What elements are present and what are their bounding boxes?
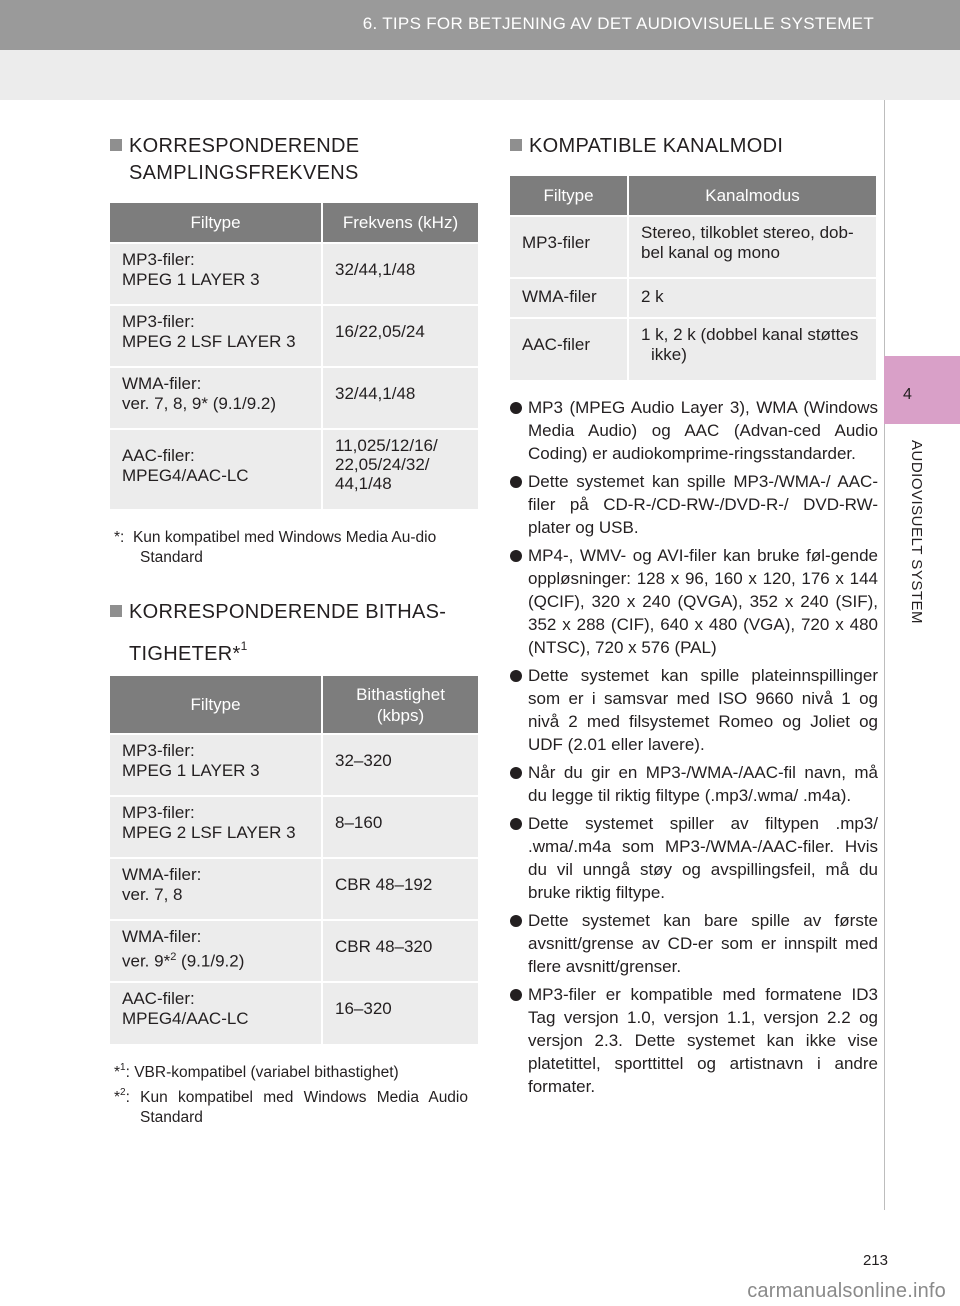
list-item: Når du gir en MP3-/WMA-/AAC-fil navn, må du legge til riktig filtype (.mp3/.wma/ .m4a). [510,761,878,807]
square-bullet-icon [110,139,122,151]
table-row: AAC-filer 1 k, 2 k (dobbel kanal støttes ikke) [510,318,876,380]
header-subband [0,50,960,100]
bullet-dot-icon [510,989,522,1001]
column-header: Bithastighet (kbps) [322,676,478,734]
table-row: WMA-filer: ver. 9*$^2$ (9.1/9.2) CBR 48–320 [110,920,478,982]
sampling-table [110,203,478,509]
square-bullet-icon [110,605,122,617]
list-item: MP3-filer er kompatible med formatene ID3 Tag versjon 1.0, versjon 1.1, versjon 2.2 og versjon 2.3. Dette systemet kan ikke vise platetittel, sporttittel og artistnavn i andre formater. [510,983,878,1098]
square-bullet-icon [510,139,522,151]
sampling-heading: KORRESPONDERENDE SAMPLINGSFREKVENS [110,133,359,187]
table-row: MP3-filer: MPEG 1 LAYER 3 32–320 [110,734,478,796]
chapter-number: 4 [903,386,912,403]
chapter-label: AUDIOVISUELT SYSTEM [908,440,925,624]
bitrate-footnotes: *$^1$: VBR-kompatibel (variabel bithastighet) *$^2$: Kun kompatibel med Windows Media Audio Standard [114,1062,468,1126]
list-item: Dette systemet kan spille MP3-/WMA-/ AAC-filer på CD-R-/CD-RW-/DVD-R-/ DVD-RW-plater og USB. [510,470,878,539]
bullet-dot-icon [510,767,522,779]
column-header: Kanalmodus [628,176,876,216]
channel-table [510,176,876,380]
bullet-dot-icon [510,402,522,414]
bitrate-heading: KORRESPONDERENDE BITHAS- TIGHETER*$^1$ [110,599,480,674]
chapter-tab [884,356,960,424]
header-band [0,0,960,50]
page-number: 213 [862,1252,888,1269]
table-row: WMA-filer 2 k [510,278,876,318]
bullet-dot-icon [510,550,522,562]
list-item: Dette systemet spiller av filtypen .mp3/ .wma/.m4a som MP3-/WMA-/AAC-filer. Hvis du vil unngå støy og avspillingsfeil, må du bruke riktig filtype. [510,812,878,904]
bullet-dot-icon [510,818,522,830]
side-divider [884,100,885,1210]
sampling-footnote: *: Kun kompatibel med Windows Media Au-dio Standard [114,529,437,566]
table-row: AAC-filer: MPEG4/AAC-LC 11,025/12/16/ 22,05/24/32/ 44,1/48 [110,429,478,509]
list-item: Dette systemet kan bare spille av første avsnitt/grense av CD-er som er innspilt med flere avsnitt/grenser. [510,909,878,978]
column-header: Filtype [510,176,628,216]
table-row: WMA-filer: ver. 7, 8 CBR 48–192 [110,858,478,920]
table-row: MP3-filer: MPEG 2 LSF LAYER 3 16/22,05/24 [110,305,478,367]
list-item: MP3 (MPEG Audio Layer 3), WMA (Windows Media Audio) og AAC (Advan-ced Audio Coding) er audiokomprime-ringsstandarder. [510,396,878,465]
table-row: MP3-filer: MPEG 1 LAYER 3 32/44,1/48 [110,243,478,305]
column-header: Frekvens (kHz) [322,203,478,243]
table-row: WMA-filer: ver. 7, 8, 9* (9.1/9.2) 32/44,1/48 [110,367,478,429]
watermark: carmanualsonline.info [747,1280,946,1302]
column-header: Filtype [110,676,322,734]
bullet-dot-icon [510,915,522,927]
table-row: MP3-filer: MPEG 2 LSF LAYER 3 8–160 [110,796,478,858]
table-row: AAC-filer: MPEG4/AAC-LC 16–320 [110,982,478,1044]
list-item: Dette systemet kan spille plateinnspillinger som er i samsvar med ISO 9660 nivå 1 og nivå 2 med filsystemet Romeo og Joliet og UDF (2.01 eller lavere). [510,664,878,756]
column-header: Filtype [110,203,322,243]
bullet-dot-icon [510,476,522,488]
section-title: 6. TIPS FOR BETJENING AV DET AUDIOVISUELLE SYSTEMET [362,14,874,33]
bitrate-table [110,676,478,1044]
channel-heading: KOMPATIBLE KANALMODI [510,133,783,160]
info-bullet-list [510,396,878,1103]
table-row: MP3-filer Stereo, tilkoblet stereo, dob- bel kanal og mono [510,216,876,278]
list-item: MP4-, WMV- og AVI-filer kan bruke føl-gende oppløsninger: 128 x 96, 160 x 120, 176 x 144 (QCIF), 320 x 240 (QVGA), 352 x 240 (SIF), 352 x 288 (CIF), 640 x 480 (VGA), 720 x 480 (NTSC), 720 x 576 (PAL) [510,544,878,659]
bullet-dot-icon [510,670,522,682]
